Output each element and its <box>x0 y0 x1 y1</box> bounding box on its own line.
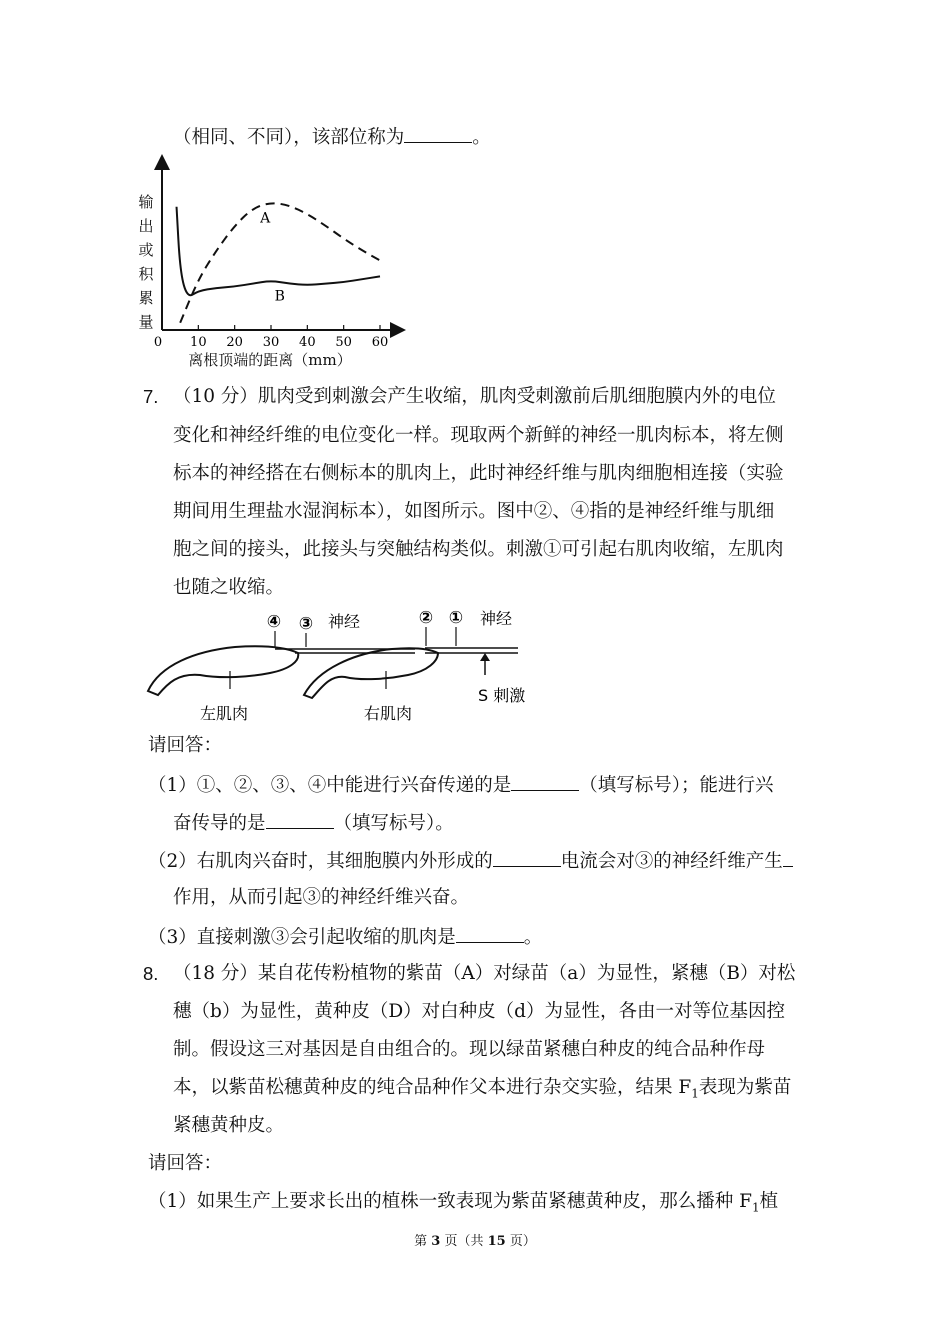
text: 表现为紫苗 <box>698 1077 792 1098</box>
text: 奋传导的是 <box>173 813 266 834</box>
text-line: 紧穗黄种皮。 <box>173 1115 285 1136</box>
answer-blank[interactable] <box>456 924 524 943</box>
label-4: ④ <box>266 612 282 632</box>
question-8-number: 8. <box>143 963 159 984</box>
x-tick-label: 20 <box>226 335 243 350</box>
nerve-label-left: 神经 <box>328 612 361 631</box>
page-total: 15 <box>487 1234 506 1249</box>
x-axis-label: 离根顶端的距离（mm） <box>188 351 352 369</box>
x-tick-label: 30 <box>262 335 280 350</box>
text-line: 变化和神经纤维的电位变化一样。现取两个新鲜的神经一肌肉标本，将左侧 <box>173 425 784 446</box>
x-tick-label: 60 <box>371 335 389 350</box>
text: （1）如果生产上要求长出的植株一致表现为紫苗紧穗黄种皮，那么播种 F <box>148 1191 752 1212</box>
nerve-label-right: 神经 <box>480 609 513 628</box>
text: 电流会对③的神经纤维产生 <box>560 851 783 872</box>
left-muscle-label: 左肌肉 <box>200 704 249 723</box>
text-line: （18 分）某自花传粉植物的紫苗（A）对绿苗（a）为显性，紧穗（B）对松 <box>173 963 796 984</box>
text: 本，以紫苗松穗黄种皮的纯合品种作父本进行杂交实验，结果 F <box>173 1077 692 1098</box>
text: （1）①、②、③、④中能进行兴奋传递的是 <box>148 775 512 796</box>
stimulus-arrowhead <box>480 653 490 661</box>
text: 第 <box>414 1234 432 1249</box>
text: （3）直接刺激③会引起收缩的肌肉是 <box>148 927 456 948</box>
series-A-label: A <box>260 210 271 227</box>
q7-sub1-line2 <box>173 810 454 836</box>
answer-blank[interactable] <box>511 772 579 791</box>
page-footer <box>0 1230 950 1249</box>
text-line: 请回答： <box>148 735 223 756</box>
text-line: 制。假设这三对基因是自由组合的。现以绿苗紧穗白种皮的纯合品种作母 <box>173 1039 766 1060</box>
text-line: 也随之收缩。 <box>173 577 285 598</box>
text-line: （10 分）肌肉受到刺激会产生收缩，肌肉受刺激前后肌细胞膜内外的电位 <box>173 386 776 407</box>
text: （相同、不同），该部位称为 <box>173 127 405 148</box>
text-line-0 <box>173 124 491 150</box>
x-tick-label: 50 <box>335 335 352 350</box>
text: （填写标号）；能进行兴 <box>579 775 774 796</box>
answer-blank[interactable] <box>783 848 793 867</box>
q8-line4 <box>173 1076 791 1106</box>
text-line: 标本的神经搭在右侧标本的肌肉上，此时神经纤维与肌肉细胞相连接（实验 <box>173 463 784 484</box>
text: （2）右肌肉兴奋时，其细胞膜内外形成的 <box>148 851 493 872</box>
page-number: 3 <box>431 1234 441 1249</box>
text: 。 <box>472 127 491 148</box>
text-line: 胞之间的接头，此接头与突触结构类似。刺激①可引起右肌肉收缩，左肌肉 <box>173 539 784 560</box>
x-tick-label: 40 <box>299 335 316 350</box>
label-1: ① <box>448 608 464 628</box>
text-line: 穗（b）为显性，黄种皮（D）对白种皮（d）为显性，各由一对等位基因控 <box>173 1001 786 1022</box>
label-2: ② <box>418 608 434 628</box>
series-B-label: B <box>274 288 285 305</box>
stimulus-label: S 刺激 <box>478 686 526 705</box>
q8-sub1-line <box>148 1190 778 1220</box>
text-line: 请回答： <box>148 1153 223 1174</box>
text: 页） <box>505 1234 536 1249</box>
line-chart <box>140 155 415 375</box>
question-7-number: 7. <box>143 386 159 407</box>
q7-sub2-line1 <box>148 848 793 874</box>
label-3: ③ <box>298 614 314 634</box>
subscript: 1 <box>691 1086 699 1101</box>
text-line: 作用，从而引起③的神经纤维兴奋。 <box>173 887 470 908</box>
answer-blank[interactable] <box>493 848 561 867</box>
text: 植 <box>759 1191 779 1212</box>
nerve-muscle-figure <box>140 603 540 729</box>
text: （填写标号）。 <box>333 813 454 834</box>
right-muscle-shape <box>304 648 438 698</box>
series-B-line <box>177 207 380 296</box>
text-line: 期间用生理盐水湿润标本），如图所示。图中②、④指的是神经纤维与肌细 <box>173 501 775 522</box>
subscript: 1 <box>752 1200 760 1215</box>
x-tick-label: 0 <box>153 335 163 350</box>
x-tick-label: 10 <box>190 335 207 350</box>
y-axis-label: 输出或积累量 <box>138 193 154 331</box>
q7-sub3-line <box>148 924 542 950</box>
series-A-line <box>180 203 380 322</box>
right-muscle-label: 右肌肉 <box>364 704 413 723</box>
q7-sub1-line1 <box>148 772 774 798</box>
text: 页（共 <box>440 1234 488 1249</box>
answer-blank[interactable] <box>404 124 472 143</box>
left-muscle-shape <box>148 646 298 695</box>
answer-blank[interactable] <box>266 810 334 829</box>
text: 。 <box>523 927 543 948</box>
